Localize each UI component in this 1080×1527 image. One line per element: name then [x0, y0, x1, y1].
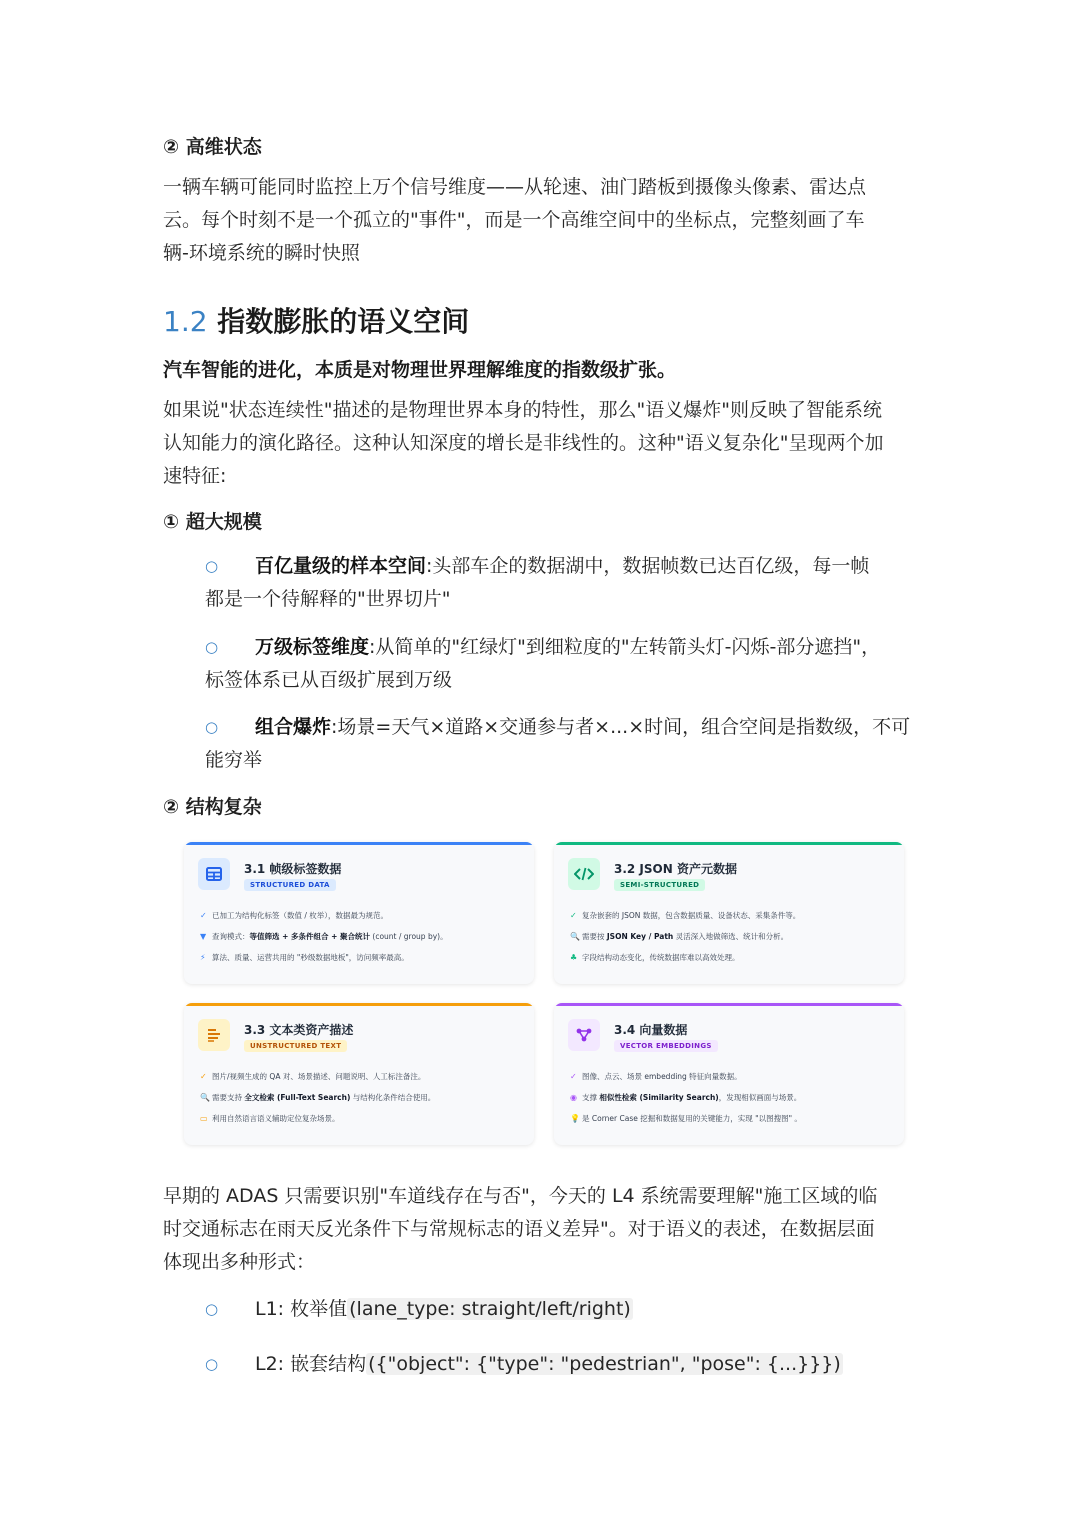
paragraph-line: 体现出多种形式： — [163, 1251, 316, 1273]
paragraph-line: 云。每个时刻不是一个孤立的"事件"，而是一个高维空间中的坐标点，完整刻画了车 — [163, 209, 865, 231]
paragraph-line: 一辆车辆可能同时监控上万个信号维度——从轮速、油门踏板到摄像头像素、雷达点 — [163, 176, 867, 198]
code-icon — [568, 858, 600, 890]
lightning-icon: ⚡ — [200, 953, 206, 962]
section-number: 1.2 — [163, 305, 208, 338]
item-text: :头部车企的数据湖中，数据帧数已达百亿级，每一帧 — [426, 555, 870, 577]
card-row: ✓ 图片/视频生成的 QA 对、场景描述、问题说明、人工标注备注。 — [200, 1072, 426, 1081]
card-title: 3.4 向量数据 — [614, 1023, 688, 1037]
inline-code: ({"object": {"type": "pedestrian", "pose": {...}}}) — [368, 1353, 841, 1375]
card-row: ◉ 支撑 相似性检索 (Similarity Search)，发现相似画面与场景。 — [570, 1093, 802, 1102]
check-icon: ✓ — [200, 1072, 207, 1081]
item-text: :场景=天气×道路×交通参与者×...×时间，组合空间是指数级，不可 — [331, 716, 911, 738]
card-tag: STRUCTURED DATA — [244, 879, 336, 891]
list-item — [0, 631, 1080, 701]
heading-complex-structure: ② 结构复杂 — [163, 796, 262, 818]
check-icon: ✓ — [570, 1072, 577, 1081]
paragraph-line: 早期的 ADAS 只需要识别"车道线存在与否"，今天的 L4 系统需要理解"施工区域的临 — [163, 1185, 878, 1207]
card-tag: SEMI-STRUCTURED — [614, 879, 705, 891]
card-row: ✓ 图像、点云、场景 embedding 特征向量数据。 — [570, 1072, 742, 1081]
paragraph-line: 认知能力的演化路径。这种认知深度的增长是非线性的。这种"语义复杂化"呈现两个加 — [163, 432, 884, 454]
section-title: 指数膨胀的语义空间 — [217, 305, 470, 338]
card-unstructured-text — [184, 1003, 534, 1145]
card-row: ▭ 利用自然语言语义辅助定位复杂场景。 — [200, 1114, 340, 1123]
check-icon: ✓ — [200, 911, 207, 920]
section-heading-1-2 — [163, 300, 469, 340]
bullet-marker: ○ — [205, 557, 219, 575]
paragraph-line: 如果说"状态连续性"描述的是物理世界本身的特性，那么"语义爆炸"则反映了智能系统 — [163, 399, 882, 421]
check-icon: ✓ — [570, 911, 577, 920]
card-row: 🔍 需要支持 全文检索 (Full-Text Search) 与结构化条件结合使用。 — [200, 1093, 436, 1102]
inline-code: (lane_type: straight/left/right) — [349, 1298, 631, 1320]
list-item — [0, 711, 1080, 781]
bullet-marker: ○ — [205, 638, 219, 656]
item-text-continued: 都是一个待解释的"世界切片" — [205, 588, 451, 610]
card-row: 💡 是 Corner Case 挖掘和数据复用的关键能力，实现 "以图搜图" 。 — [570, 1114, 802, 1123]
card-title: 3.3 文本类资产描述 — [244, 1023, 354, 1037]
paragraph-line: 时交通标志在雨天反光条件下与常规标志的语义差异"。对于语义的表述，在数据层面 — [163, 1218, 875, 1240]
card-accent-bar — [184, 1003, 534, 1006]
item-text-continued: 标签体系已从百级扩展到万级 — [205, 669, 453, 691]
paragraph-line: 辆-环境系统的瞬时快照 — [163, 242, 360, 264]
paragraph-high-dim — [163, 171, 923, 270]
card-tag: VECTOR EMBEDDINGS — [614, 1040, 718, 1052]
item-label: L2: 嵌套结构 — [255, 1353, 367, 1375]
vector-nodes-icon — [568, 1019, 600, 1051]
lead-sentence: 汽车智能的进化，本质是对物理世界理解维度的指数级扩张。 — [163, 359, 677, 381]
search-icon: 🔍 — [570, 932, 580, 941]
list-item — [0, 550, 1080, 620]
paragraph-semantic-forms — [163, 1180, 933, 1279]
card-structured-data — [184, 842, 534, 984]
paragraph-semantic-explosion — [163, 394, 933, 493]
card-row: ✓ 已加工为结构化标签（数值 / 枚举），数据最为规范。 — [200, 911, 389, 920]
heading-large-scale: ① 超大规模 — [163, 511, 262, 533]
lightbulb-icon: 💡 — [570, 1114, 580, 1123]
item-label: L1: 枚举值 — [255, 1298, 348, 1320]
card-row: ✓ 复杂嵌套的 JSON 数据，包含数据质量、设备状态、采集条件等。 — [570, 911, 801, 920]
data-types-figure — [180, 840, 910, 1152]
list-item — [0, 1293, 1080, 1327]
bullet-marker: ○ — [205, 1355, 219, 1373]
card-accent-bar — [554, 842, 904, 845]
bullet-marker: ○ — [205, 718, 219, 736]
item-text-continued: 能穷举 — [205, 749, 263, 771]
item-bold-term: 组合爆炸 — [255, 716, 332, 738]
card-tag: UNSTRUCTURED TEXT — [244, 1040, 347, 1052]
filter-icon: ▼ — [200, 932, 207, 941]
card-row: ♣ 字段结构动态变化，传统数据库难以高效处理。 — [570, 953, 740, 962]
card-row: ⚡ 算法、质量、运营共用的 "秒级数据地板"，访问频率最高。 — [200, 953, 409, 962]
card-title: 3.2 JSON 资产元数据 — [614, 862, 737, 876]
hierarchy-icon: ♣ — [570, 953, 578, 962]
heading-high-dim-state: ② 高维状态 — [163, 136, 262, 158]
item-text: :从简单的"红绿灯"到细粒度的"左转箭头灯-闪烁-部分遮挡"， — [369, 636, 881, 658]
card-vector-embeddings — [554, 1003, 904, 1145]
card-title: 3.1 帧级标签数据 — [244, 862, 342, 876]
card-accent-bar — [554, 1003, 904, 1006]
item-bold-term: 百亿量级的样本空间 — [255, 555, 427, 577]
paragraph-line: 速特征: — [163, 465, 227, 487]
id-card-icon: ▭ — [200, 1114, 208, 1123]
text-lines-icon — [198, 1019, 230, 1051]
table-icon — [198, 858, 230, 890]
list-item — [0, 1348, 1080, 1382]
card-row: ▼ 查询模式：等值筛选 + 多条件组合 + 聚合统计 (count / group by)。 — [200, 932, 448, 941]
bullet-marker: ○ — [205, 1300, 219, 1318]
search-icon: 🔍 — [200, 1093, 210, 1102]
card-accent-bar — [184, 842, 534, 845]
card-row: 🔍 需要按 JSON Key / Path 灵活深入地做筛选、统计和分析。 — [570, 932, 789, 941]
target-icon: ◉ — [570, 1093, 577, 1102]
card-semi-structured — [554, 842, 904, 984]
item-bold-term: 万级标签维度 — [255, 636, 370, 658]
